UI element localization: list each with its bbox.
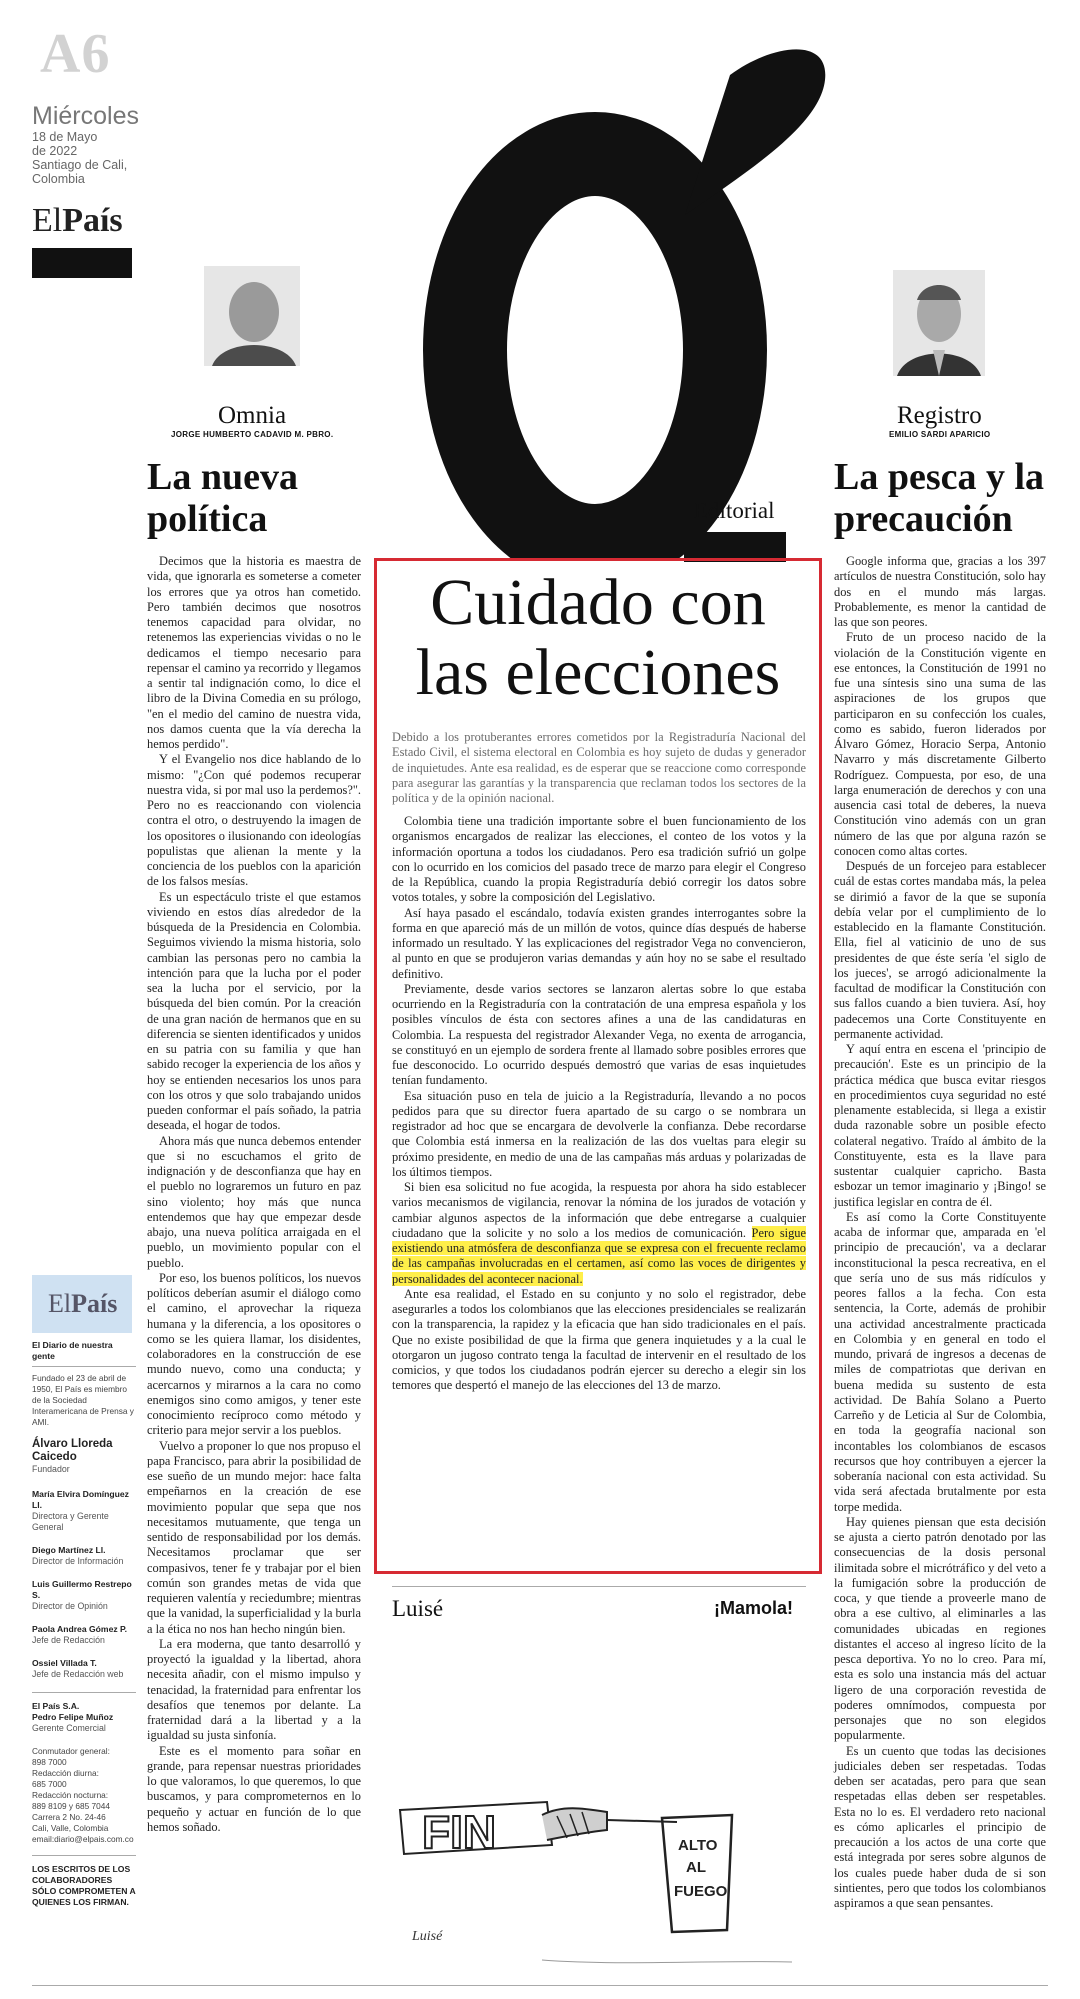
svg-text:FIN: FIN <box>422 1806 497 1858</box>
date-line: de 2022 <box>32 144 78 158</box>
date-day: Miércoles <box>32 102 139 130</box>
author-portrait <box>204 266 300 366</box>
editorial-title: Cuidado con las elecciones <box>415 566 781 709</box>
author-portrait <box>893 270 985 376</box>
svg-text:AL: AL <box>686 1859 706 1876</box>
masthead-tagline: El Diario de nuestra gente <box>32 1340 113 1361</box>
headline: La nueva política <box>147 456 298 540</box>
date-line: 18 de Mayo <box>32 130 98 144</box>
page-number: A6 <box>40 23 111 85</box>
editorial-lead: Debido a los protuberantes errores cometidos por la Registraduría Nacional del Estado Civil, el sistema electoral en Colombia es hoy sujeto de dudas y generador de inquietudes. Ante esa realidad, es de esperar que se reaccione como corresponde para asegurar las garantías y la transparencia que reclaman todos los sectores de la política y de la opinión nacional. <box>392 730 806 806</box>
highlighted-text: Pero sigue existiendo una atmósfera de desconfianza que se expresa con el frecuente reclamo de las campañas involucradas en el certamen, así como las voces de dirigentes y personalidades del acontecer nacional. <box>392 1225 806 1286</box>
svg-text:ALTO: ALTO <box>678 1837 718 1854</box>
editorial-label: Editorial <box>694 498 775 523</box>
cartoon-signature: Luisé <box>412 1929 443 1944</box>
masthead: El Diario de nuestra gente Fundado el 23 de abril de 1950, El País es miembro de la Sociedad Interamericana de Prensa y AMI. Álvaro Lloreda Caicedo Fundador María Elvira Domínguez Ll. Directora y Gerente General Diego Martínez Ll. Director de Información Luis Guillermo Restrepo S. Director de Opinión Paola Andrea Gómez P. Jefe de Redacción Ossiel Villada T. Jefe de Redacción web El País S.A. Pedro Felipe Muñoz Gerente Comercial Conmutador general: 898 7000 Redacción diurna: 685 7000 Redacción nocturna: 889 8109 y 685 7044 Carrera 2 No. 24-46 Cali, Valle, Colombia email:diario@elpais.com.co LOS ESCRITOS DE LOS COLABORADORES SÓLO COMPROMETEN A QUIENES LOS FIRMAN. <box>32 1340 136 1907</box>
header-bar <box>32 248 132 278</box>
section-mark-o-acute <box>385 40 830 560</box>
date-line: Santiago de Cali, <box>32 158 128 172</box>
column-name: Registro <box>897 402 982 429</box>
editorial-body: Colombia tiene una tradición importante sobre el buen funcionamiento de los organismos encargados de realizar las elecciones, el conteo de los votos y la información oportuna a todos los ciudadanos. Pero esa tradición sufrió un golpe con lo ocurrido en los comicios del pasado trece de marzo para elegir el Congreso de la República, cuando la propia Registraduría debió corregir los datos sobre votos totales, y sobre la composición del Legislativo. Así haya pasado el escándalo, todavía existen grandes interrogantes sobre la forma en que apareció más de un millón de votos, quince días después de haberse informado un resultado. Y las explicaciones del registrador Vega no convencieron, al punto en que se produjeron varias demandas y aún hoy no se sabe el resultado definitivo. Previamente, desde varios sectores se lanzaron alertas sobre lo que estaba ocurriendo en la Registraduría con la contratación de una empresa española y los posibles vínculos de ésta con sectores afines a una de las candidaturas en Colombia. La respuesta del registrador Alexander Vega, no exenta de arrogancia, se constituyó en un ejemplo de sordera frente al llamado sobre posibles errores que fue desconocido. Lo ocurrido después demostró que varias de esas inquietudes tenían fundamento. Esa situación puso en tela de juicio a la Registraduría, llevando a no pocos pedidos para que su director fuera apartado de su cargo o se nombrara un registrador ad hoc que se encargara de devolverle la confianza. Debe recordarse que Colombia está inmersa en la realización de las dos vueltas para elegir su próximo presidente, en medio de una de las campañas más arduas y polarizadas de los últimos tiempos. Si bien esa solicitud no fue acogida, la respuesta por ahora ha sido establecer varios mecanismos de vigilancia, renovar la nómina de los jurados de votación y cambiar algunos aspectos de la información que debe entregarse a cualquier ciudadano que la solicite y no solo a los medios de comunicación. Pero sigue existiendo una atmósfera de desconfianza que se expresa con el frecuente reclamo de las campañas involucradas en el certamen, así como las voces de dirigentes y personalidades del acontecer nacional. Ante esa realidad, el Estado en su conjunto y no solo el registrador, debe asegurarles a todos los colombianos que las elecciones presidenciales se realizarán con la transparencia, la rapidez y la eficacia que han sido tradicionales en el país. Que no existe posibilidad de que la firma que genera inquietudes y a la cual le otorgaron un jugoso contrato tenga la facultad de intervenir en el resultado de los comicios, y que todos los ciudadanos podrán ejercer su derecho a elegir sin los temores que despertó el manejo de las elecciones del 13 de marzo. <box>392 814 806 1393</box>
founded-note: Fundado el 23 de abril de 1950, El País es miembro de la Sociedad Interamericana de Prensa y AMI. <box>32 1373 134 1427</box>
column-name: Omnia <box>218 402 287 429</box>
masthead-logo-box: ElPaís <box>32 1275 132 1333</box>
cartoon-illustration <box>392 1640 806 1970</box>
cartoon-divider <box>392 1586 806 1587</box>
founder-name: Álvaro Lloreda Caicedo <box>32 1438 113 1463</box>
headline: La pesca y la precaución <box>834 456 1045 540</box>
author-name: EMILIO SARDI APARICIO <box>889 430 991 439</box>
article-body: Decimos que la historia es maestra de vida, que ignorarla es someterse a cometer los errores que ya otros han cometido. Pero también decimos que nosotros tenemos capacidad para olvidar, no retenemos las experiencias vividas o no le dedicamos el tiempo necesario para repensar el camino ya recorrido y llegamos a sentir tal indignación como, lo dice el libro de la Divina Comedia en su prólogo, "en el medio del camino de nuestra vida, nos damos cuenta que la vía derecha la hemos perdido". Y el Evangelio nos dice hablando de lo mismo: "¿Con qué podemos recuperar nuestra vida, si por mal uso la perdemos?". Pero no es reaccionando con violencia contra el otro, o destruyendo la imagen de los opositores o ilusionando con ideologías populistas que alienan la mente y la conciencia de los pueblos con la aparición de los falsos mesías. Es un espectáculo triste el que estamos viviendo en estos días alrededor de la búsqueda de la Presidencia en Colombia. Seguimos viviendo la misma historia, solo cambian las personas pero no cambia la intención para que la lucha por el poder sea la lucha por el servicio, por la búsqueda del bien común. Por la creación de una gran nación de hermanos que en su diferencia se sienten identificados y unidos en su patria con su familia y que han sabido recoger la experiencia de los años y hoy se entienden necesarios los unos para con los otros y que solo trabajando unidos pueden conformar el país soñado, la patria deseada, el hogar de todos. Ahora más que nunca debemos entender que si no escuchamos el grito de indignación y de desconfianza que hay en el pueblo no lograremos un futuro en paz sino violento; hoy más que nunca entendemos que hay que empezar desde abajo, una nueva política arraigada en el pueblo, un movimiento popular con el pueblo. Por eso, los buenos políticos, los nuevos políticos deberían asumir el diálogo como el camino, el aprovechar la riqueza humana y la diferencia, a los opositores o como se les quiera llamar, los disidentes, colaboradores en la construcción de ese mundo nuevo, como una conducta; y acercarnos y mirarnos a la cara no como enemigos sino como amigos, y tener este conocimiento recíproco como método y criterio para mejor servir a los pueblos. Vuelvo a proponer lo que nos propuso el papa Francisco, para abrir la posibilidad de ese sueño de un mundo mejor: hace falta empeñarnos en la creación de ese movimiento popular que sepa que nos necesitamos mutuamente, que tenga un sentido de responsabilidad por los demás. Necesitamos proclamar que ser compasivos, tener fe y trabajar por el bien común son grandes metas de vida que requieren valentía y reciedumbre; mientras que la vanidad, la superficialidad y la burla a la ética no nos han hecho ningún bien. La era moderna, que tanto desarrolló y proyectó la igualdad y la libertad, ahora necesita añadir, con el mismo impulso y tenacidad, la fraternidad para enfrentar los desafíos que tenemos por delante. La fraternidad dará a la libertad y a la igualdad su justa sinfonía. Este es el momento para soñar en grande, para repensar nuestras prioridades lo que valoramos, lo que queremos, lo que buscamos, y para comprometernos en lo pequeño y actuar en función de lo que hemos soñado. <box>147 554 361 1834</box>
el-pais-logo: ElPaís <box>32 202 123 239</box>
author-name: JORGE HUMBERTO CADAVID M. PBRO. <box>171 430 334 439</box>
cartoon-title: ¡Mamola! <box>714 1598 794 1618</box>
article-body: Google informa que, gracias a los 397 artículos de nuestra Constitución, solo hay dos en el mundo más largas. Probablemente, es menor la cantidad de las que son peores. Fruto de un proceso nacido de la violación de la Constitución vigente en ese entonces, la Constitución de 1991 no fue una síntesis sino una suma de las aspiraciones de los grupos que participaron en su confección los cuales, como es sabido, fueron liderados por Álvaro Gómez, Horacio Serpa, Antonio Navarro y más discretamente Gilberto Rodríguez. Compuesta, por eso, de una larga enumeración de derechos y con una ausencia casi total de deberes, la nueva Constitución vino además con un gran número de las que por alguna razón se conocen como altas cortes. Después de un forcejeo para establecer cuál de estas cortes mandaba más, la pelea se dirimió a favor de la que se suponía debía velar por el cumplimiento de lo establecido en la flamante Constitución. Ella, fiel al vaticinio de uno de sus presidentes de que éste sería 'el siglo de los jueces', se arrogó adicionalmente la facultad de modificar la Constitución con sus fallos cuando a bien tuviera. Así, hoy padecemos una Corte Constituyente en permanente actividad. Y aquí entra en escena el 'principio de precaución'. Este es un principio de la práctica médica que busca evitar riesgos en procedimientos cuya seguridad no esté plenamente establecida, si llega a existir duda razonable sobre un posible efecto colateral negativo. Traído al ámbito de la Constituyente, esta es la llave para sustentar cualquier capricho. Basta esbozar un temor imaginario y ¡Bingo! se justifica legislar en contra de él. Es así como la Corte Constituyente acaba de informar que, amparada en 'el principio de precaución', va a declarar inconstitucional la pesca recreativa, en el que sería uno de sus más ridículos y peores fallos a la fecha. Con esta sentencia, la Corte, además de prohibir una actividad ancestralmente practicada en Colombia y en general en todo el mundo, privará de ingresos a decenas de miles de compatriotas que derivan en buena medida su sustento de esta actividad. De Bahía Solano a Puerto Carreño y de Leticia al Sur de Colombia, en toda la geografía nacional son incontables los colombianos de escasos recursos que hoy contribuyen a ejercer la soberanía nacional con esta actividad. Su vida será afectada brutalmente por esta torpe medida. Hay quienes piensan que esta decisión se ajusta a cierto patrón denotado por las consecuencias de la dosis personal ilimitada sobre el micrótráfico y del veto a la fumigación sobre la producción de coca, y que tiende a proveerle mano de obra a ese cultivo, al eliminarles a las comunidades ubicadas en regiones distantes el acceso al ingreso lícito de la pesca deportiva. Yo no lo creo. Para mí, esta es solo una instancia más del actuar ligero de una corporación revestida de poderes omnímodos, compuesta por personajes que no son elegidos popularmente. Es un cuento que todas las decisiones judiciales deben ser respetadas. Todas deben ser acatadas, pero para que sean respetadas ellas deben ser respetables. Esta no lo es. El verdadero reto nacional es cómo aplicarles el principio de precaución a los actos de una corte que está integrada por seres sobre algunos de los cuales puede haber duda de si son sintientes, pero que todos los colombianos aspiramos a que sean pensantes. <box>834 554 1046 1910</box>
cartoon-artist: Luisé <box>392 1596 444 1621</box>
disclaimer: LOS ESCRITOS DE LOS COLABORADORES SÓLO COMPROMETEN A QUIENES LOS FIRMAN. <box>32 1864 136 1907</box>
date-line: Colombia <box>32 172 85 186</box>
founder-role: Fundador <box>32 1464 70 1474</box>
page-footer-rule <box>32 1985 1048 1986</box>
svg-text:FUEGO: FUEGO <box>674 1883 728 1900</box>
